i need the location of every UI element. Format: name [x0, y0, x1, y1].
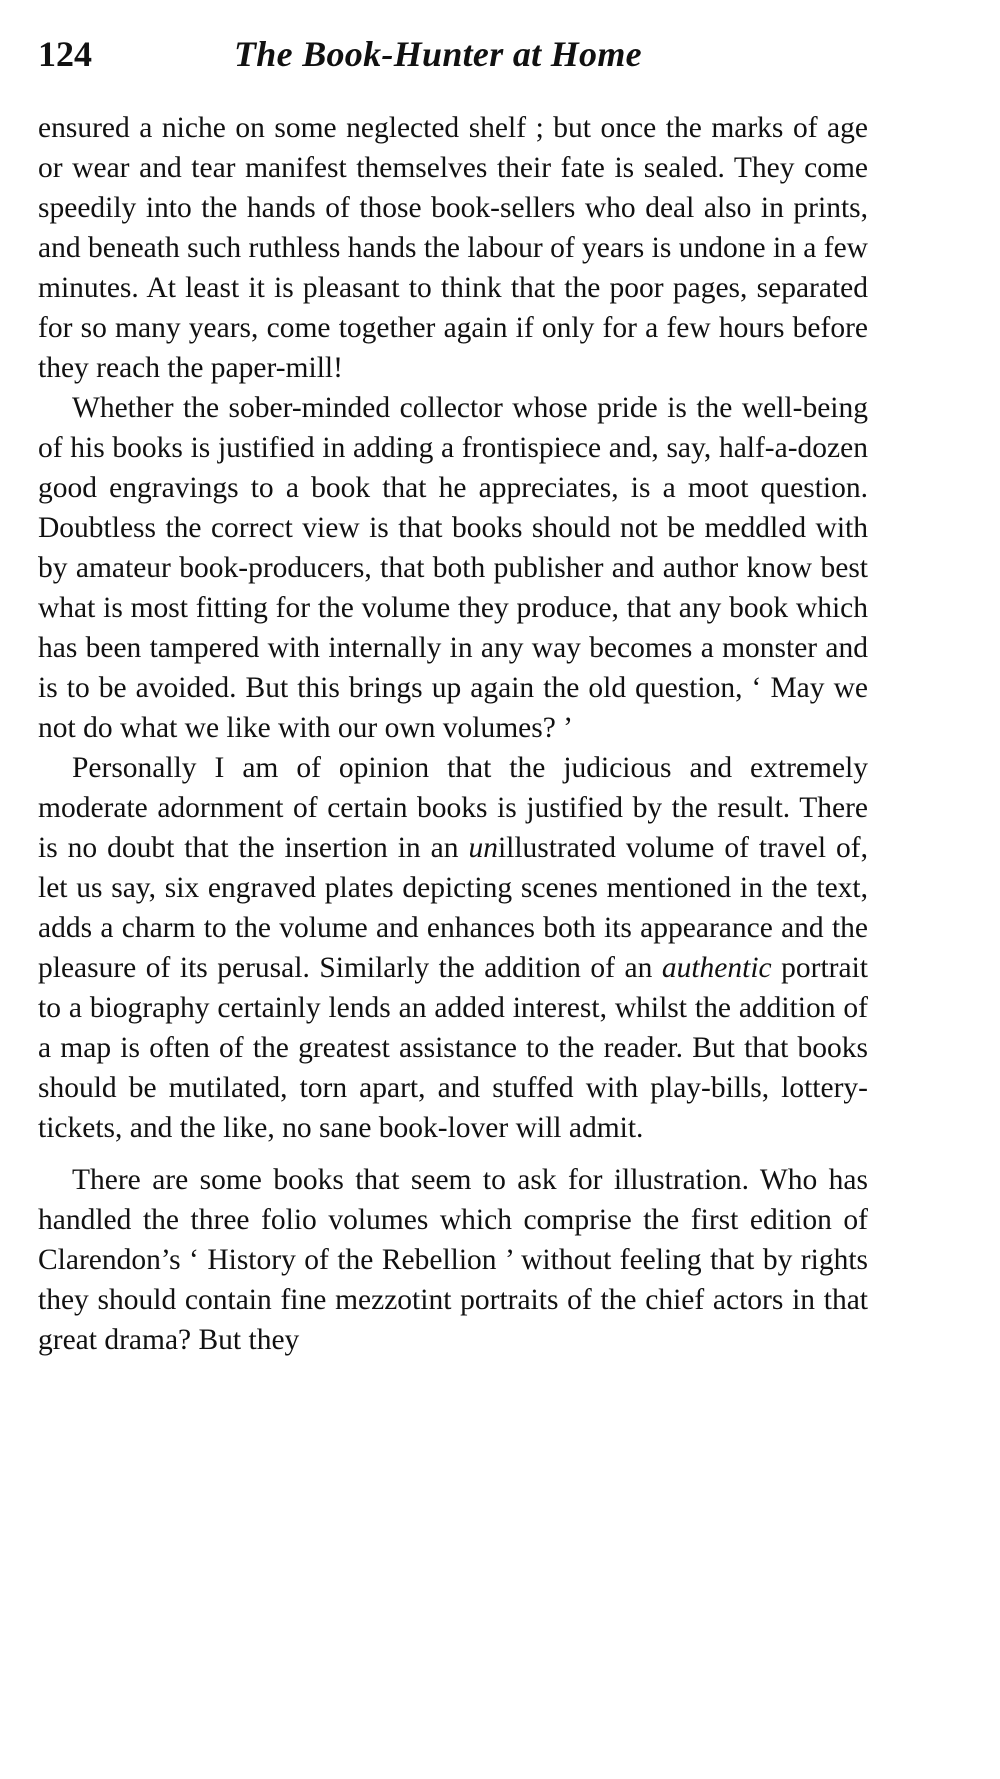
- paragraph-illustration: There are some books that seem to ask for illustration. Who has handled the three folio volumes which comprise the first edition of Clarendon’s ‘ History of the Rebellion ’ without feeling that by rights they should contain fine mezzotint portraits of the chief actors in that great drama? But they: [38, 1164, 868, 1356]
- running-title: The Book-Hunter at Home: [234, 34, 642, 74]
- italic-emphasis: un: [468, 832, 498, 864]
- body-text: [38, 108, 868, 1360]
- page-number: 124: [38, 34, 92, 74]
- paragraph-text-segment: portrait to a biography certainly lends an added interest, whilst the addition of a map is often of the greatest assistance to the reader. But that books should be mutilated, torn apart, and stuffed with play-bills, lottery-tickets, and the like, no sane book-lover will admit.: [38, 952, 868, 1144]
- paragraph-frontispiece-question: Whether the sober-minded collector whose pride is the well-being of his books is justified in adding a frontispiece and, say, half-a-dozen good engravings to a book that he appreciates, is a moot question. Doubtless the correct view is that books should not be meddled with by amateur book-producers, that both publisher and author know best what is most fitting for the volume they produce, that any book which has been tampered with internally in any way becomes a monster and is to be avoided. But this brings up again the old question, ‘ May we not do what we like with our own volumes? ’: [38, 392, 868, 744]
- paragraph-text-segment: illustrated volume of travel of, let us say, six engraved plates depicting scenes mentioned in the text, adds a charm to the volume and enhances both its appearance and the pleasure of its perusal. Similarly the addition of an: [38, 832, 868, 984]
- paragraph-personal-opinion: [38, 748, 868, 1148]
- paragraph-continued: ensured a niche on some neglected shelf ; but once the marks of age or wear and tear manifest themselves their fate is sealed. They come speedily into the hands of those book-sellers who deal also in prints, and beneath such ruthless hands the labour of years is undone in a few minutes. At least it is pleasant to think that the poor pages, separated for so many years, come together again if only for a few hours before they reach the paper-mill!: [38, 112, 868, 384]
- running-head: [38, 30, 868, 78]
- paragraph-text-segment: Personally I am of opinion that the judicious and extremely moderate adornment of certain books is justified by the result. There is no doubt that the insertion in an: [38, 752, 868, 864]
- italic-emphasis: authentic: [661, 952, 772, 984]
- book-page: [38, 0, 868, 1779]
